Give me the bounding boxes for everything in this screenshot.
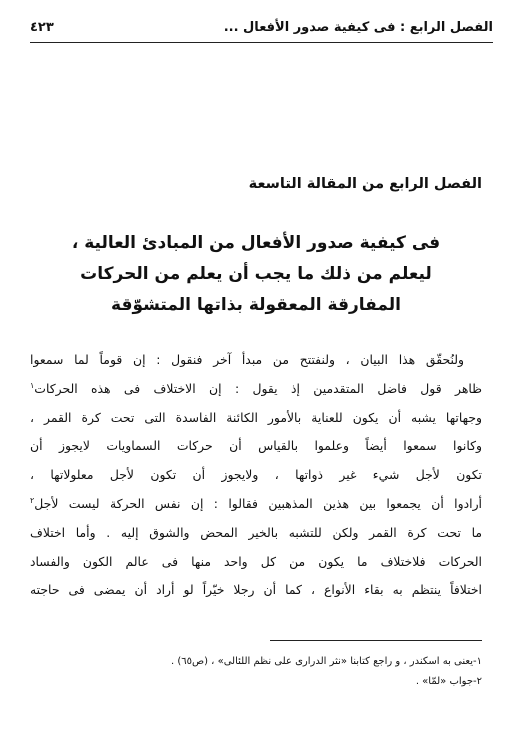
- footnote-ref: ٢: [30, 495, 35, 505]
- body-text: [30, 346, 482, 605]
- body-line-text: ظاهر قول فاضل المتقدمين إذ يقول : إن الاختلاف فى هذه الحركات: [34, 380, 482, 396]
- body-line: تكون لأجل شيء غير ذواتها ، ولايجوز أن تكون لأجل معلولاتها ،: [30, 467, 482, 483]
- footnote-ref: ١: [30, 380, 35, 390]
- chapter-title-line: ليعلم من ذلك ما يجب أن يعلم من الحركات: [80, 264, 432, 284]
- body-line: ولنُحقّق هذا البيان ، ولنفتتح من مبدأ آخر فنقول : إن قوماً لما سمعوا: [30, 352, 464, 367]
- running-title: الفصل الرابع : فى كيفية صدور الأفعال ...: [223, 19, 493, 35]
- body-line-text: أرادوا أن يجمعوا بين هذين المذهبين فقالوا : إن نفس الحركة ليست لأجل: [34, 495, 482, 511]
- body-line: اختلافاً ينتظم به بقاء الأنواع ، كما أن رجلا خيّراً لو أراد أن يمضى فى حاجته: [30, 582, 482, 598]
- body-line: [30, 490, 482, 519]
- chapter-title-line: المفارقة المعقولة بذاتها المتشوّقة: [111, 295, 401, 315]
- section-heading: الفصل الرابع من المقالة التاسعة: [248, 176, 482, 192]
- body-line: [30, 375, 482, 404]
- chapter-title: [30, 228, 482, 321]
- running-header: [30, 14, 493, 40]
- footnote-item: ١-يعنى به اسكندر ، و راجع كتابنا «نثر الدرارى على نظم اللئالى» ، (ص٦٥) .: [171, 656, 482, 667]
- body-line: وكانوا سمعوا أيضاً وعلموا بالقياس أن حركات السماويات لايجوز أن: [30, 438, 482, 454]
- body-line: ما تحت كرة القمر ولكن للتشبه بالخير المحض والشوق إليه . وأما اختلاف: [30, 524, 482, 540]
- page-number: ٤٢٣: [30, 19, 54, 35]
- header-rule: [30, 42, 493, 43]
- body-line: الحركات فلاختلاف ما يكون من كل واحد منها فى عالم الكون والفساد: [30, 553, 482, 569]
- footnote-item: ٢-جواب «لمّا» .: [415, 676, 482, 687]
- chapter-title-line: فى كيفية صدور الأفعال من المبادئ العالية ،: [71, 233, 441, 253]
- body-line: وجهاتها يشبه أن يكون للعناية بالأمور الكائنة الفاسدة التى تحت كرة القمر ،: [30, 409, 482, 425]
- footnotes: [30, 652, 482, 692]
- footnote-rule: [270, 640, 482, 641]
